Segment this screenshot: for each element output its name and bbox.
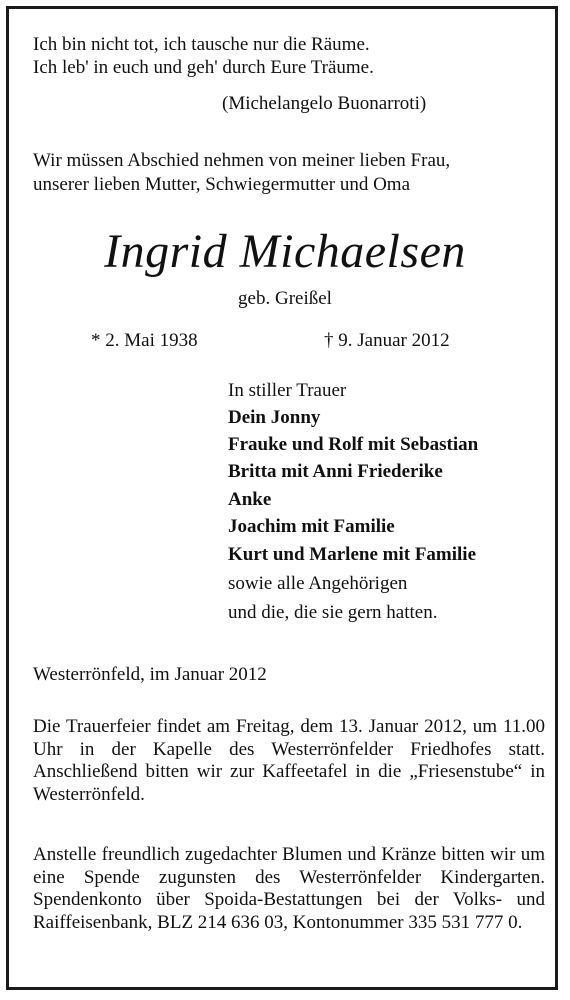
mourner-name: Kurt und Marlene mit Familie	[228, 544, 477, 565]
mourners-closing-2: und die, die sie gern hatten.	[228, 602, 438, 623]
mourner-name: Dein Jonny	[228, 407, 321, 428]
quote-author: (Michelangelo Buonarroti)	[222, 93, 427, 114]
mourners-closing-1: sowie alle Angehörigen	[228, 573, 408, 594]
mourner-name: Frauke und Rolf mit Sebastian	[228, 434, 479, 455]
mourner-name: Britta mit Anni Friederike	[228, 461, 443, 482]
quote-line-1: Ich bin nicht tot, ich tausche nur die Räume.	[33, 34, 370, 55]
place-date: Westerrönfeld, im Januar 2012	[33, 664, 267, 685]
maiden-name: geb. Greißel	[238, 288, 332, 309]
quote-line-2: Ich leb' in euch und geh' durch Eure Träume.	[33, 57, 374, 78]
birth-date: * 2. Mai 1938	[91, 330, 198, 351]
intro-line-2: unserer lieben Mutter, Schwiegermutter und Oma	[33, 174, 411, 195]
donation-info: Anstelle freundlich zugedachter Blumen und Kränze bitten wir um eine Spende zugunsten des Westerrönfelder Kindergarten. Spendenkonto über Spoida-Bestattungen bei der Volks- und Raiffeisenbank, BLZ 214 636 03, Kontonummer 335 531 777 0.	[33, 844, 545, 933]
deceased-name: Ingrid Michaelsen	[104, 225, 466, 278]
mourner-name: Joachim mit Familie	[228, 516, 395, 537]
mourners-heading: In stiller Trauer	[228, 380, 347, 401]
death-date: † 9. Januar 2012	[324, 330, 450, 351]
intro-line-1: Wir müssen Abschied nehmen von meiner lieben Frau,	[33, 150, 451, 171]
mourner-name: Anke	[228, 489, 272, 510]
funeral-info: Die Trauerfeier findet am Freitag, dem 13. Januar 2012, um 11.00 Uhr in der Kapelle des Westerrönfelder Friedhofes statt. Anschließend bitten wir zur Kaffeetafel in die „Friesenstube“ in Westerrönfeld.	[33, 716, 545, 805]
